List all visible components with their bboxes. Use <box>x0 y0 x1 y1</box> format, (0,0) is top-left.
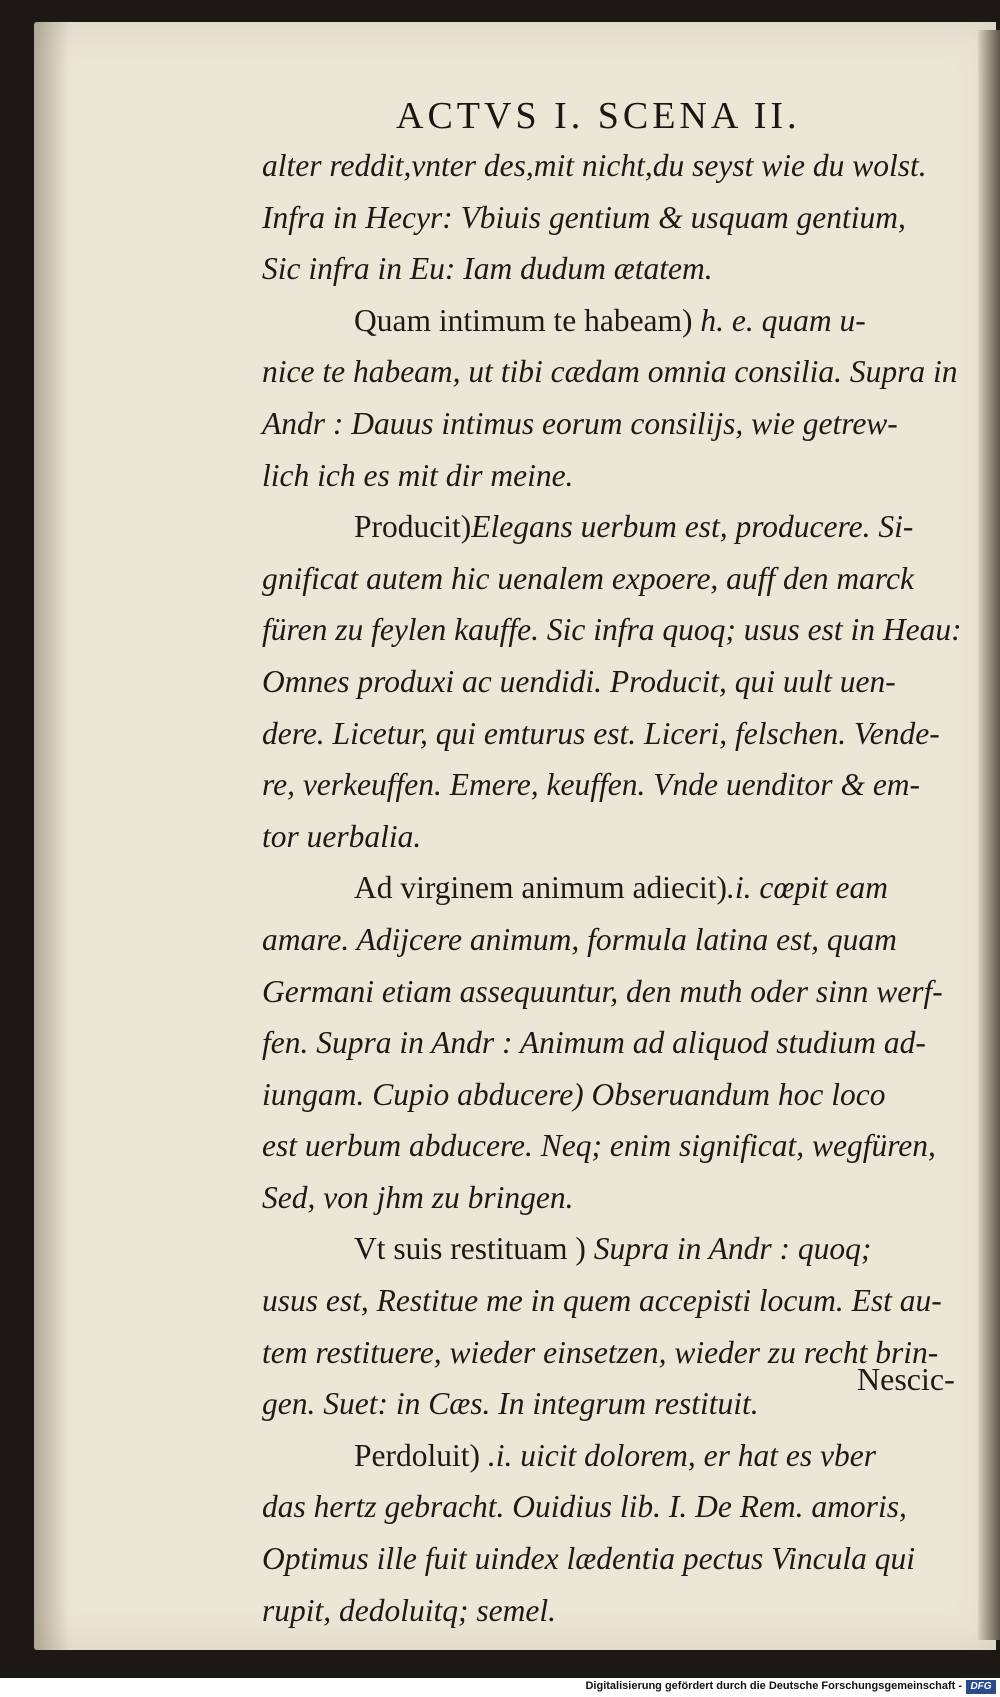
text-line <box>262 1430 984 1482</box>
lemma: Vt suis restituam ) <box>354 1231 586 1267</box>
text-line <box>262 501 984 553</box>
text-line <box>262 1223 984 1275</box>
line-text: iungam. Cupio abducere) Obseruandum hoc loco <box>262 1076 886 1112</box>
lemma: Producit) <box>354 509 472 545</box>
text-line <box>262 759 984 811</box>
line-text: füren zu feylen kauffe. Sic infra quoq; usus est in Heau: <box>262 612 962 648</box>
catchword: Nescic- <box>857 1361 955 1397</box>
text-line <box>262 295 984 347</box>
line-text: lich ich es mit dir meine. <box>262 457 574 493</box>
lemma: Quam intimum te habeam) <box>354 302 693 338</box>
text-line <box>262 1120 984 1172</box>
text-line <box>262 1172 984 1224</box>
line-text: Supra in Andr : quoq; <box>585 1231 872 1267</box>
line-text: gnificat autem hic uenalem expoere, auff den marck <box>262 560 914 596</box>
funding-credit: Digitalisierung gefördert durch die Deutsche Forschungsgemeinschaft - <box>585 1680 962 1692</box>
line-text: Optimus ille fuit uindex lædentia pectus Vincula qui <box>262 1541 915 1577</box>
line-text: fen. Supra in Andr : Animum ad aliquod studium ad- <box>262 1025 926 1061</box>
line-text: tem restituere, wieder einsetzen, wieder zu recht brin- <box>262 1334 939 1370</box>
lemma: Ad virginem animum adiecit) <box>354 870 727 906</box>
text-line <box>262 243 984 295</box>
text-body <box>262 140 984 1636</box>
line-text: est uerbum abducere. Neq; enim significat, wegfüren, <box>262 1128 936 1164</box>
text-line <box>262 708 984 760</box>
text-line <box>262 140 984 192</box>
text-line <box>262 346 984 398</box>
line-text: Andr : Dauus intimus eorum consilijs, wie getrew- <box>262 405 898 441</box>
text-line <box>262 1017 984 1069</box>
line-text: Omnes produxi ac uendidi. Producit, qui uult uen- <box>262 663 896 699</box>
text-line <box>262 604 984 656</box>
text-line <box>262 966 984 1018</box>
text-line <box>262 862 984 914</box>
line-text: h. e. quam u- <box>692 302 866 338</box>
line-text: Sic infra in Eu: Iam dudum ætatem. <box>262 251 713 287</box>
lemma: Perdoluit) <box>354 1437 480 1473</box>
line-text: re, verkeuffen. Emere, keuffen. Vnde uenditor & em- <box>262 767 921 803</box>
text-line <box>262 398 984 450</box>
dfg-logo: DFG <box>966 1680 996 1694</box>
text-line <box>262 1481 984 1533</box>
line-text: amare. Adijcere animum, formula latina est, quam <box>262 921 897 957</box>
text-line <box>262 1069 984 1121</box>
line-text: rupit, dedoluitq; semel. <box>262 1592 556 1628</box>
line-text: Germani etiam assequuntur, den muth oder sinn werf- <box>262 973 943 1009</box>
running-head: ACTVS I. SCENA II. <box>396 95 801 137</box>
line-text: nice te habeam, ut tibi cædam omnia consilia. Supra in <box>262 354 958 390</box>
text-line <box>262 192 984 244</box>
text-line <box>262 811 984 863</box>
text-line <box>262 1585 984 1637</box>
line-text: Sed, von jhm zu bringen. <box>262 1179 574 1215</box>
line-text: .i. cœpit eam <box>726 870 888 906</box>
line-text: gen. Suet: in Cæs. In integrum restituit. <box>262 1386 759 1422</box>
line-text: tor uerbalia. <box>262 818 422 854</box>
text-line <box>262 914 984 966</box>
line-text: dere. Licetur, qui emturus est. Liceri, felschen. Vende- <box>262 715 940 751</box>
line-text: Elegans uerbum est, producere. Si- <box>471 509 914 545</box>
line-text: .i. uicit dolorem, er hat es vber <box>480 1437 877 1473</box>
line-text: usus est, Restitue me in quem accepisti locum. Est au- <box>262 1283 942 1319</box>
text-line <box>262 1533 984 1585</box>
text-line <box>262 656 984 708</box>
text-line <box>262 450 984 502</box>
text-line <box>262 553 984 605</box>
line-text: Infra in Hecyr: Vbiuis gentium & usquam gentium, <box>262 199 906 235</box>
line-text: das hertz gebracht. Ouidius lib. I. De Rem. amoris, <box>262 1489 907 1525</box>
page-gutter-shadow <box>34 22 70 1650</box>
text-line <box>262 1275 984 1327</box>
line-text: alter reddit,vnter des,mit nicht,du seyst wie du wolst. <box>262 148 927 183</box>
